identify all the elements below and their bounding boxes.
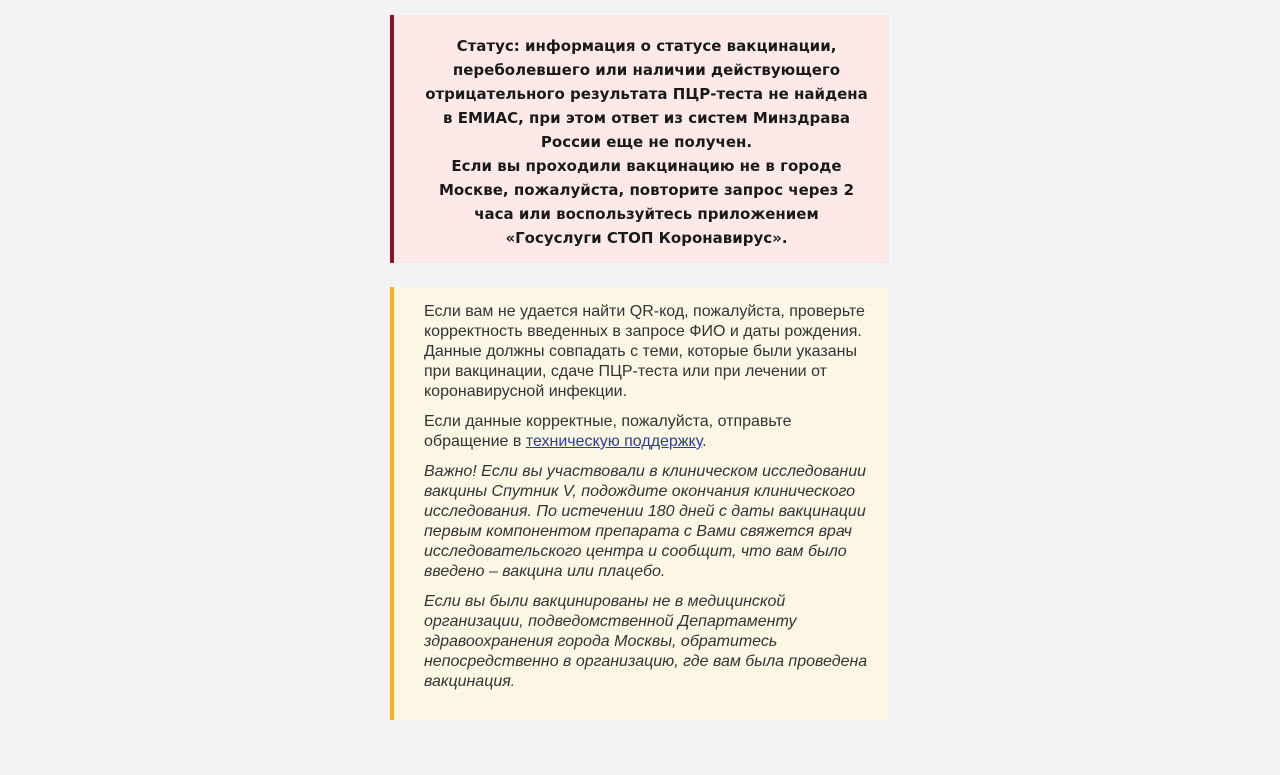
clinical-trial-paragraph: Важно! Если вы участвовали в клиническом исследовании вакцины Спутник V, подождите окончания клинического исследования. По истечении 180 дней с даты вакцинации первым компонентом препарата с Вами свяжется врач исследовательского центра и сообщит, что вам было введено – вакцина или плацебо. [424, 463, 866, 580]
qr-not-found-paragraph: Если вам не удается найти QR-код, пожалуйста, проверьте корректность введенных в запросе ФИО и даты рождения. Данные должны совпадать с теми, которые были указаны при вакцинации, сдаче ПЦР-теста или при лечении от коронавирусной инфекции. [424, 303, 865, 400]
tech-support-link[interactable]: техническую поддержку [525, 433, 703, 450]
support-paragraph [424, 412, 873, 452]
other-organization-paragraph: Если вы были вакцинированы не в медицинской организации, подведомственной Департаменту здравоохранения города Москвы, обратитесь непосредственно в организацию, где вам была проведена вакцинация. [424, 593, 868, 690]
status-alert-box [390, 15, 889, 263]
support-paragraph-prefix: Если данные корректные, пожалуйста, отправьте обращение в [424, 413, 792, 450]
info-notice-box [390, 287, 889, 720]
status-retry-message: Если вы проходили вакцинацию не в городе Москве, пожалуйста, повторите запрос через 2 часа или воспользуйтесь приложением «Госуслуги СТОП Коронавирус». [438, 157, 855, 247]
support-paragraph-suffix: . [702, 433, 707, 450]
status-message: Статус: информация о статусе вакцинации, переболевшего или наличии действующего отрицательного результата ПЦР-теста не найдена в ЕМИАС, при этом ответ из систем Минздрава России еще не получен. [425, 37, 868, 151]
